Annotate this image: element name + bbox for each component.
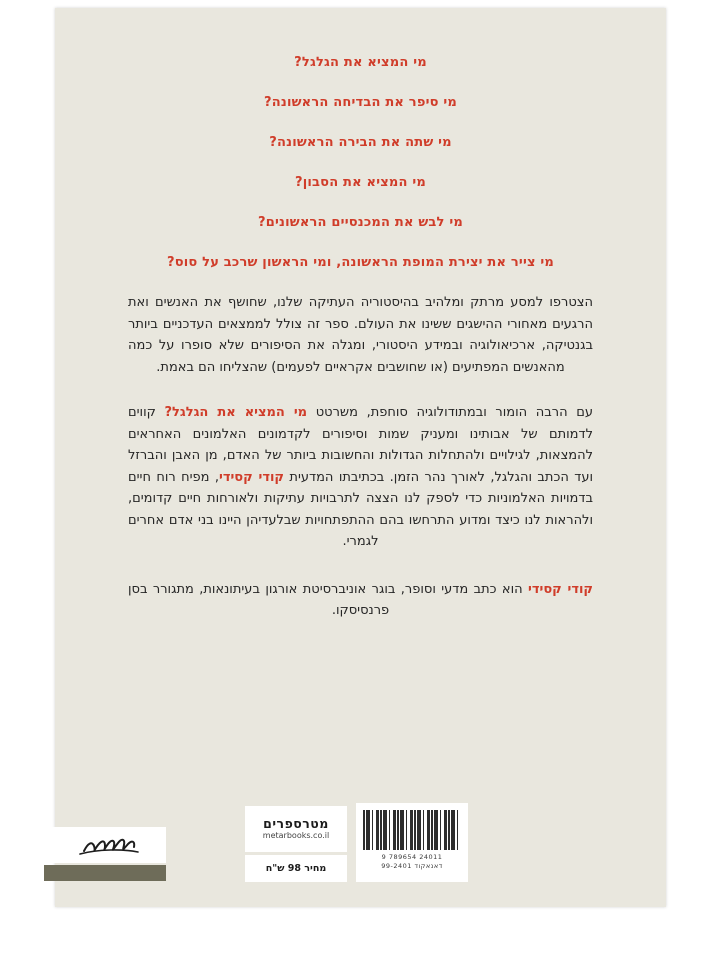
teaser-question: מי לבש את המכנסיים הראשונים? (258, 215, 463, 230)
author-name: קודי קסידי (528, 581, 593, 597)
teaser-question: מי סיפר את הבדיחה הראשונה? (263, 95, 458, 110)
barcode-danacode: דאנאקוד 99-2401 (381, 862, 443, 870)
book-title-inline: מי המציא את הגלגל? (164, 405, 308, 420)
publisher-website: metarbooks.co.il (262, 831, 330, 840)
publisher-logo-text: מטרספרים (263, 816, 329, 831)
teaser-question: מי שתה את הבירה הראשונה? (269, 135, 452, 150)
author-bio (128, 579, 593, 622)
synopsis-text: , מפיח רוח חיים בדמויות האלמוניות כדי לספק לנו הצצה לתרבויות עתיקות ולאורחות חיים קדומים, ולהראות לנו כיצד ומדוע התרחשו בהם ההתפתחויות שבלעדיהן היינו בני אדם אחרים לגמרי. (128, 469, 593, 549)
book-back-cover (55, 8, 666, 907)
barcode-box (356, 803, 468, 882)
teaser-questions-block (55, 8, 666, 270)
spine-color-bar (44, 865, 166, 881)
author-bio-text: הוא כתב מדעי וסופר, בוגר אוניברסיטת אורגון בעיתונאות, מתגורר בסן פרנסיסקו. (128, 581, 529, 618)
synopsis-text: קווים לדמותם של אבותינו ומעניק שמות וסיפורים לקדמונים האלמונים האחראים להמצאות, לגילויים ולהתחלות הגדולות והחשובות ביותר של האדם, מן האבן והברזל ועד הכתב והגלגל, לאורך נהר הזמן. בכתיבתו המדעית (128, 405, 593, 485)
price-box (245, 855, 347, 882)
barcode-icon (363, 810, 461, 850)
synopsis-paragraph-2 (128, 402, 593, 553)
synopsis-text: עם הרבה הומור ובמתודולוגיה סוחפת, משרטט (307, 405, 594, 420)
publisher-signature-logo-icon (78, 831, 152, 859)
publisher-box (245, 806, 347, 852)
price-label: מחיר 98 ש"ח (265, 863, 327, 874)
teaser-question-final: מי צייר את יצירת המופת הראשונה, ומי הראשון שרכב על סוס? (166, 255, 555, 270)
publisher-logo-strip (44, 827, 166, 863)
barcode-number: 9 789654 24011 (381, 853, 443, 861)
teaser-question: מי המציא את הסבון? (294, 175, 427, 190)
author-name-inline: קודי קסידי (219, 469, 285, 485)
synopsis-paragraph-1: הצטרפו למסע מרתק ומלהיב בהיסטוריה העתיקה שלנו, שחושף את האנשים ואת הרגעים מאחורי ההישגים ששינו את העולם. ספר זה צולל לממצאים העדכניים ביותר בגנטיקה, ארכיאולוגיה ובמידע היסטורי, ומגלה את הסיפורים שלא סופרו על כמה מהאנשים המפתיעים (או שחושבים אקראיים לפעמים) שהצליחו הם באמת. (128, 295, 593, 375)
teaser-question: מי המציא את הגלגל? (294, 55, 427, 70)
